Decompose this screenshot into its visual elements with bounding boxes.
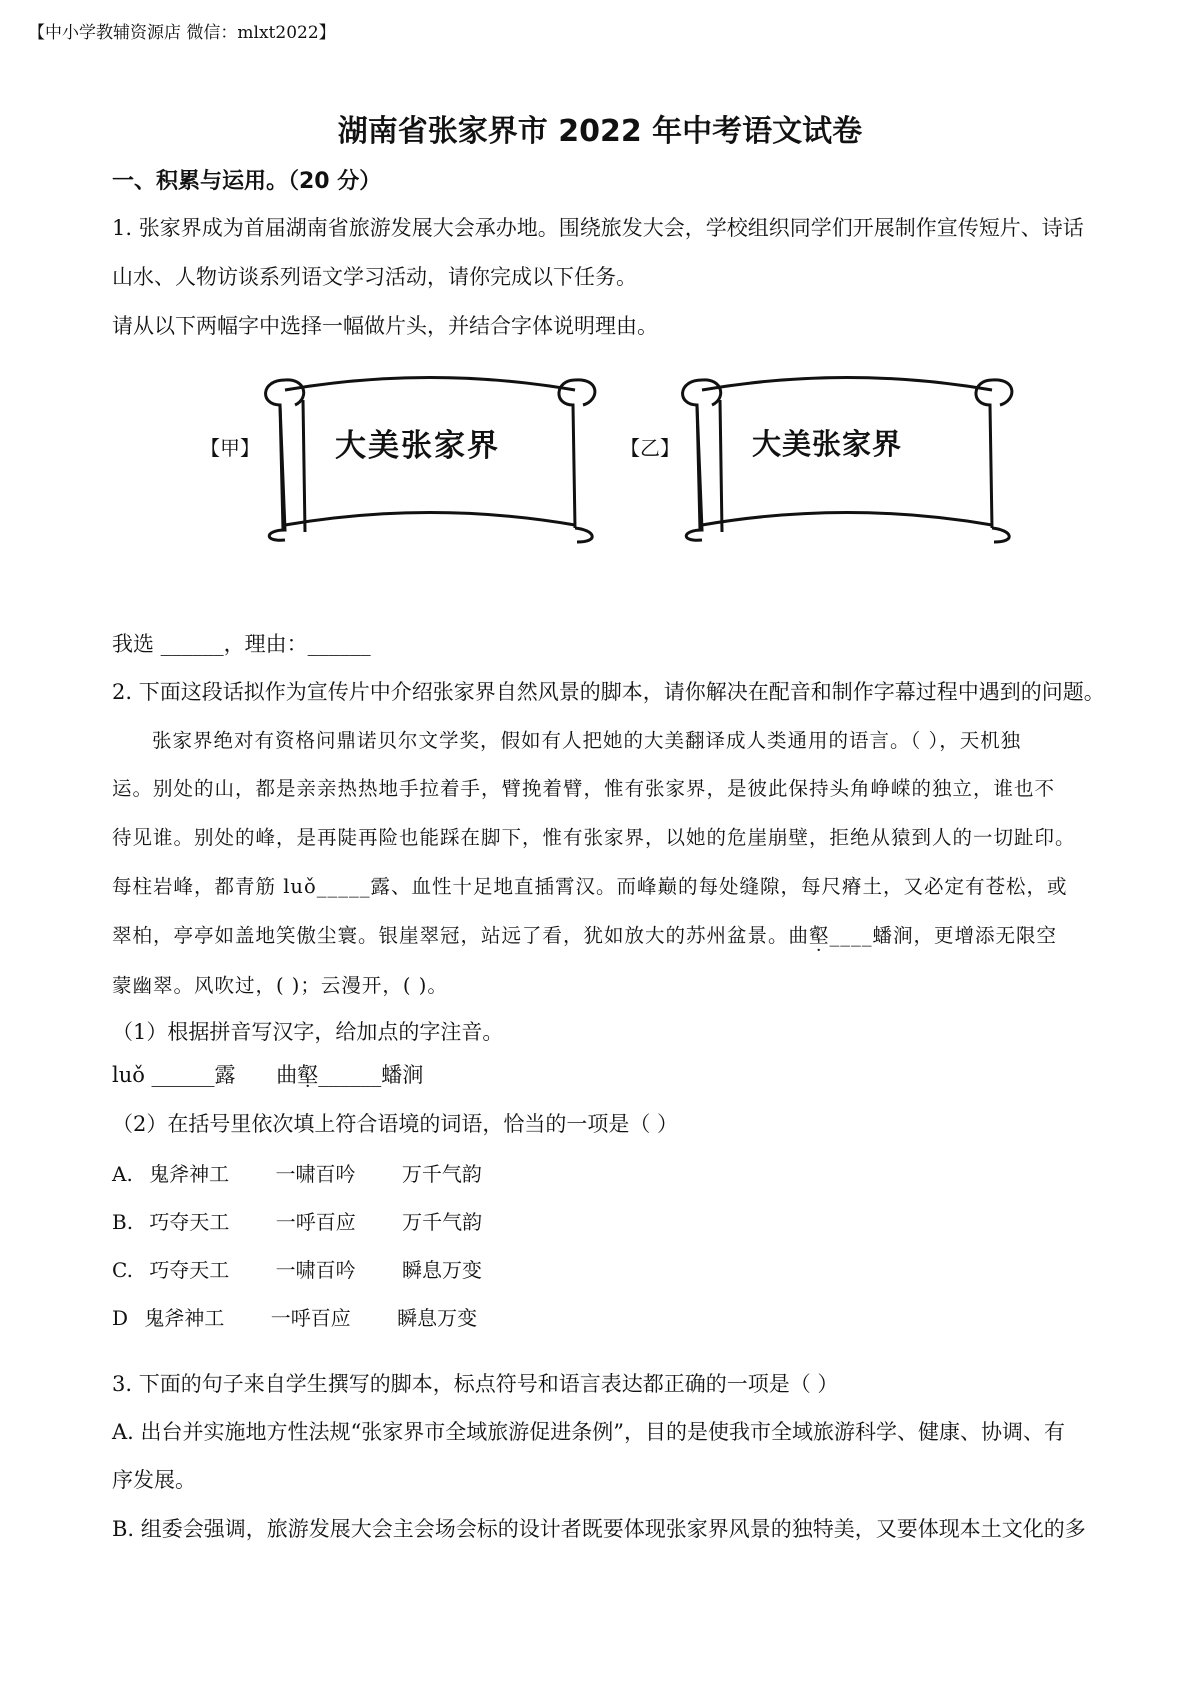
option-key: A. [112, 1162, 133, 1186]
q2-passage-line [112, 920, 1057, 948]
sub1-item-b [276, 1063, 423, 1087]
label-jia: 【甲】 [200, 436, 260, 460]
q1-line3: 请从以下两幅字中选择一幅做片头，并结合字体说明理由。 [112, 314, 658, 338]
option-word: 万千气韵 [402, 1210, 483, 1234]
q2-passage-line: 待见谁。别处的峰，是再陡再险也能踩在脚下，惟有张家界，以她的危崖崩壁，拒绝从猿到人的一切趾印。 [112, 826, 1076, 849]
sub1-text: ______蟠涧 [318, 1063, 424, 1087]
option-b [112, 1206, 482, 1235]
q2-sub2: （2）在括号里依次填上符合语境的词语，恰当的一项是（ ） [112, 1112, 679, 1136]
option-word: 瞬息万变 [402, 1258, 483, 1282]
q2-passage-text: 翠柏，亭亭如盖地笑傲尘寰。银崖翠冠，站远了看，犹如放大的苏州盆景。曲 [112, 924, 810, 947]
option-word: 一啸百吟 [275, 1258, 356, 1282]
q3-option-a-line1: A. 出台并实施地方性法规“张家界市全域旅游促进条例”，目的是使我市全域旅游科学、健康、协调、有 [112, 1420, 1065, 1444]
option-word: 一呼百应 [270, 1306, 351, 1330]
section-heading: 一、积累与运用。（20 分） [112, 169, 382, 194]
option-key: D [112, 1306, 129, 1330]
q2-passage-line: 运。别处的山，都是亲亲热热地手拉着手，臂挽着臂，惟有张家界，是彼此保持头角峥嵘的独立，谁也不 [112, 777, 1056, 800]
q2-sub1-items [112, 1061, 423, 1089]
option-word: 万千气韵 [401, 1162, 482, 1186]
q2-passage-text: ____蟠涧，更增添无限空 [829, 924, 1058, 947]
q2-sub1: （1）根据拼音写汉字，给加点的字注音。 [112, 1020, 504, 1044]
dotted-char: 壑 [809, 924, 830, 947]
sub1-text: 曲 [276, 1063, 298, 1087]
option-word: 巧夺天工 [149, 1210, 230, 1234]
source-header: 【中小学教辅资源店 微信：mlxt2022】 [28, 23, 336, 43]
option-word: 鬼斧神工 [149, 1162, 230, 1186]
option-word: 瞬息万变 [397, 1306, 478, 1330]
option-c [112, 1254, 482, 1283]
option-key: B. [112, 1210, 134, 1234]
label-yi: 【乙】 [620, 436, 680, 460]
q3-intro: 3. 下面的句子来自学生撰写的脚本，标点符号和语言表达都正确的一项是（ ） [112, 1372, 839, 1396]
option-d [112, 1302, 477, 1331]
q3-option-b-line1: B. 组委会强调，旅游发展大会主会场会标的设计者既要体现张家界风景的独特美，又要体现本土文化的多 [112, 1517, 1086, 1541]
q2-intro: 2. 下面这段话拟作为宣传片中介绍张家界自然风景的脚本，请你解决在配音和制作字幕过程中遇到的问题。 [112, 680, 1105, 704]
q1-answer: 我选 ______，理由：______ [112, 632, 371, 656]
option-word: 鬼斧神工 [144, 1306, 225, 1330]
dotted-char: 壑 [297, 1063, 319, 1087]
q2-passage-line: 张家界绝对有资格问鼎诺贝尔文学奖，假如有人把她的大美翻译成人类通用的语言。（ ），天机独 [152, 729, 1022, 752]
q1-line1: 1. 张家界成为首届湖南省旅游发展大会承办地。围绕旅发大会，学校组织同学们开展制作宣传短片、诗话 [112, 216, 1084, 240]
caption-yi: 大美张家界 [752, 427, 903, 461]
q3-option-a-line2: 序发展。 [112, 1468, 196, 1492]
q2-passage-line: 蒙幽翠。风吹过，( )；云漫开，( )。 [112, 974, 448, 997]
page-title: 湖南省张家界市 2022 年中考语文试卷 [337, 114, 863, 149]
sub1-item-a: luǒ ______露 [112, 1063, 236, 1087]
q1-line2: 山水、人物访谈系列语文学习活动，请你完成以下任务。 [112, 265, 637, 289]
option-word: 巧夺天工 [149, 1258, 230, 1282]
option-key: C. [112, 1258, 133, 1282]
q2-passage-line: 每柱岩峰，都青筋 luǒ_____露、血性十足地直插霄汉。而峰巅的每处缝隙，每尺瘠土，又必定有苍松，或 [112, 875, 1068, 898]
option-word: 一啸百吟 [275, 1162, 356, 1186]
option-a [112, 1158, 482, 1187]
caption-jia: 大美张家界 [335, 428, 500, 464]
option-word: 一呼百应 [275, 1210, 356, 1234]
